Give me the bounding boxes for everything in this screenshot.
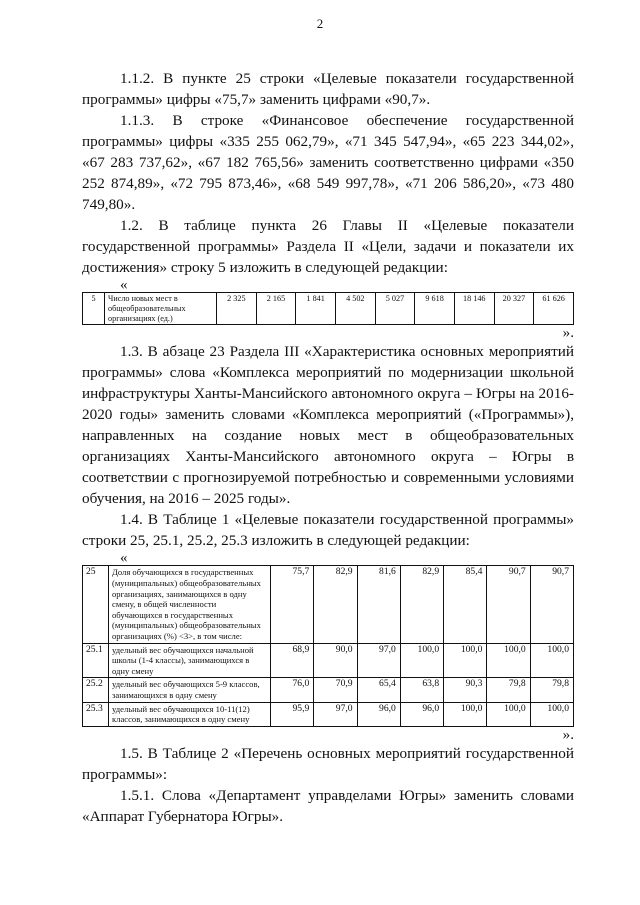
row-index: 25 bbox=[83, 566, 109, 643]
quote-open-1: « bbox=[120, 277, 128, 293]
value-cell: 79,8 bbox=[487, 678, 530, 702]
row-label: удельный вес обучающихся начальной школы (1-4 классы), занимающихся в одну смену bbox=[109, 643, 271, 678]
value-cell: 75,7 bbox=[271, 566, 314, 643]
value-cell: 76,0 bbox=[271, 678, 314, 702]
value-cell: 79,8 bbox=[530, 678, 573, 702]
value-cell: 2 165 bbox=[256, 293, 296, 325]
value-cell: 18 146 bbox=[454, 293, 494, 325]
value-cell: 100,0 bbox=[530, 643, 573, 678]
value-cell: 100,0 bbox=[400, 643, 443, 678]
value-cell: 68,9 bbox=[271, 643, 314, 678]
row-index: 5 bbox=[83, 293, 105, 325]
table-row bbox=[83, 566, 574, 643]
value-cell: 90,0 bbox=[314, 643, 357, 678]
row-label: Число новых мест в общеобразовательных организациях (ед.) bbox=[105, 293, 217, 325]
quote-close-2: ». bbox=[562, 725, 574, 743]
value-cell: 70,9 bbox=[314, 678, 357, 702]
quote-open-2: « bbox=[120, 550, 128, 567]
row-index: 25.2 bbox=[83, 678, 109, 702]
quote-close-1: ». bbox=[562, 324, 574, 342]
value-cell: 4 502 bbox=[335, 293, 375, 325]
value-cell: 81,6 bbox=[357, 566, 400, 643]
value-cell: 9 618 bbox=[415, 293, 455, 325]
row-label: удельный вес обучающихся 10-11(12) классов, занимающихся в одну смену bbox=[109, 702, 271, 726]
value-cell: 96,0 bbox=[357, 702, 400, 726]
value-cell: 90,7 bbox=[487, 566, 530, 643]
value-cell: 100,0 bbox=[487, 643, 530, 678]
value-cell: 100,0 bbox=[530, 702, 573, 726]
table-row bbox=[83, 702, 574, 726]
table-row bbox=[83, 643, 574, 678]
table-rows-25 bbox=[82, 565, 574, 726]
value-cell: 97,0 bbox=[314, 702, 357, 726]
table-row bbox=[83, 678, 574, 702]
value-cell: 20 327 bbox=[494, 293, 534, 325]
document-body bbox=[82, 68, 574, 827]
value-cell: 85,4 bbox=[444, 566, 487, 643]
value-cell: 82,9 bbox=[400, 566, 443, 643]
page-number: 2 bbox=[316, 16, 324, 31]
paragraph-1-1-2: 1.1.2. В пункте 25 строки «Целевые показатели государственной программы» цифры «75,7» заменить цифрами «90,7». bbox=[82, 70, 574, 108]
value-cell: 90,7 bbox=[530, 566, 573, 643]
value-cell: 100,0 bbox=[487, 702, 530, 726]
row-label: удельный вес обучающихся 5-9 классов, занимающихся в одну смену bbox=[109, 678, 271, 702]
paragraph-1-5-1: 1.5.1. Слова «Департамент управделами Югры» заменить словами «Аппарат Губернатора Югры». bbox=[82, 786, 574, 825]
value-cell: 2 325 bbox=[217, 293, 257, 325]
row-index: 25.1 bbox=[83, 643, 109, 678]
table-row-5 bbox=[82, 292, 574, 325]
paragraph-1-3: 1.3. В абзаце 23 Раздела III «Характеристика основных мероприятий программы» слова «Комплекса мероприятий по модернизации школьной инфраструктуры Ханты-Мансийского автономного округа – Югры на 2016-2020 годы» заменить словами «Комплекса мероприятий («Программы»), направленных на создание новых мест в общеобразовательных организациях Ханты-Мансийского автономного округа – Югры в соответствии с прогнозируемой потребностью и современными условиями обучения, на 2016 – 2025 годы». bbox=[82, 343, 574, 508]
value-cell: 1 841 bbox=[296, 293, 336, 325]
value-cell: 100,0 bbox=[444, 643, 487, 678]
value-cell: 90,3 bbox=[444, 678, 487, 702]
value-cell: 82,9 bbox=[314, 566, 357, 643]
paragraph-1-1-3: 1.1.3. В строке «Финансовое обеспечение государственной программы» цифры «335 255 062,79», «71 345 547,94», «65 223 344,02», «67 283 737,62», «67 182 765,56» заменить соответственно цифрами «350 252 874,89», «72 795 873,46», «68 549 997,78», «71 206 586,20», «73 480 749,80». bbox=[82, 112, 574, 213]
value-cell: 61 626 bbox=[534, 293, 574, 325]
value-cell: 100,0 bbox=[444, 702, 487, 726]
value-cell: 96,0 bbox=[400, 702, 443, 726]
paragraph-1-4: 1.4. В Таблице 1 «Целевые показатели государственной программы» строки 25, 25.1, 25.2, 25.3 изложить в следующей редакции: bbox=[82, 511, 574, 550]
value-cell: 5 027 bbox=[375, 293, 415, 325]
value-cell: 95,9 bbox=[271, 702, 314, 726]
table-row bbox=[83, 293, 574, 325]
value-cell: 63,8 bbox=[400, 678, 443, 702]
row-index: 25.3 bbox=[83, 702, 109, 726]
value-cell: 65,4 bbox=[357, 678, 400, 702]
value-cell: 97,0 bbox=[357, 643, 400, 678]
row-label: Доля обучающихся в государственных (муниципальных) общеобразовательных организациях, занимающихся в одну смену, в общей численности обучающихся в государственных (муниципальных) общеобразовательных организациях (%) <3>, в том числе: bbox=[109, 566, 271, 643]
paragraph-1-5: 1.5. В Таблице 2 «Перечень основных мероприятий государственной программы»: bbox=[82, 744, 574, 783]
paragraph-1-2: 1.2. В таблице пункта 26 Главы II «Целевые показатели государственной программы» Раздела II «Цели, задачи и показатели их достижения» строку 5 изложить в следующей редакции: bbox=[82, 217, 574, 276]
